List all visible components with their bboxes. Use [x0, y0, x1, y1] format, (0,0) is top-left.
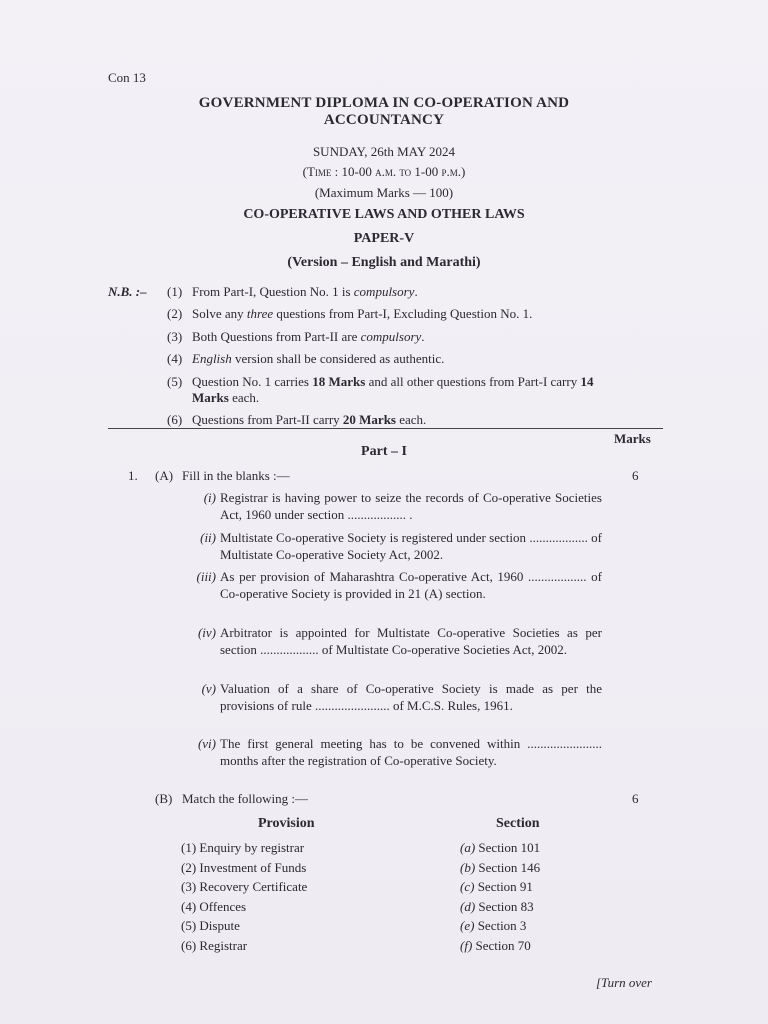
- match-left-item: (2) Investment of Funds: [181, 860, 307, 875]
- max-marks: (Maximum Marks — 100): [314, 185, 454, 200]
- column-heading-section: Section: [496, 816, 540, 831]
- match-right-item: (c) Section 91: [460, 879, 533, 894]
- match-left-item: (5) Dispute: [181, 918, 240, 933]
- match-left-item: (4) Offences: [181, 899, 247, 914]
- paper-code: Con 13: [108, 70, 146, 85]
- subquestion-title: Match the following :—: [182, 791, 309, 806]
- exam-time: (Time : 10-00 a.m. to 1-00 p.m.): [302, 164, 466, 179]
- version-note: (Version – English and Marathi): [287, 255, 481, 270]
- nb-item: (1) From Part-I, Question No. 1 is compulsory.: [167, 284, 418, 299]
- question-number: 1.: [128, 468, 138, 483]
- exam-title-line1: GOVERNMENT DIPLOMA IN CO-OPERATION AND: [198, 95, 570, 111]
- nb-item: (5) Question No. 1 carries 18 Marks and all other questions from Part-I carry 14 Marks each.: [167, 374, 594, 405]
- match-left-item: (3) Recovery Certificate: [181, 879, 308, 894]
- match-right-item: (a) Section 101: [460, 840, 541, 855]
- marks-column-heading: Marks: [614, 431, 651, 446]
- subquestion-label: (B): [155, 791, 173, 806]
- match-right-item: (b) Section 146: [460, 860, 541, 875]
- match-left-item: (1) Enquiry by registrar: [181, 840, 305, 855]
- subject-title: CO-OPERATIVE LAWS AND OTHER LAWS: [243, 207, 525, 222]
- blank-item: (ii) Multistate Co-operative Society is registered under section .................. of Multistate Co-operative Society Act, 2002.: [200, 530, 602, 562]
- exam-title-line2: ACCOUNTANCY: [323, 112, 445, 128]
- divider-rule: [108, 428, 663, 429]
- nb-item: (2) Solve any three questions from Part-I, Excluding Question No. 1.: [167, 306, 533, 321]
- subquestion-title: Fill in the blanks :—: [182, 468, 290, 483]
- turn-over-note: [Turn over: [596, 975, 652, 990]
- blank-item: (iii) As per provision of Maharashtra Co-operative Act, 1960 .................. of Co-operative Society is provided in 21 (A) section.: [196, 569, 602, 601]
- blank-item: (v) Valuation of a share of Co-operative Society is made as per the provisions of rule ....................... of M.C.S. Rules, 1961.: [201, 681, 602, 713]
- exam-date: SUNDAY, 26th MAY 2024: [312, 144, 456, 159]
- nb-label: N.B. :–: [108, 284, 147, 299]
- match-right-item: (d) Section 83: [460, 899, 534, 914]
- blank-item: (iv) Arbitrator is appointed for Multistate Co-operative Societies as per section .................. of Multistate Co-operative Societies Act, 2002.: [197, 625, 602, 657]
- match-right-item: (f) Section 70: [460, 938, 531, 953]
- marks-value: 6: [632, 468, 639, 483]
- blank-item: (i) Registrar is having power to seize the records of Co-operative Societies Act, 1960 under section .................. .: [203, 490, 602, 522]
- nb-item: (4) English version shall be considered as authentic.: [167, 351, 445, 366]
- nb-item: (3) Both Questions from Part-II are compulsory.: [167, 329, 425, 344]
- blank-item: (vi) The first general meeting has to be convened within ....................... months after the registration of Co-operative Society.: [197, 736, 602, 768]
- column-heading-provision: Provision: [258, 816, 315, 831]
- match-right-item: (e) Section 3: [460, 918, 527, 933]
- nb-item: (6) Questions from Part-II carry 20 Marks each.: [167, 412, 427, 427]
- subquestion-label: (A): [155, 468, 174, 483]
- exam-title: [0, 95, 768, 129]
- marks-value: 6: [632, 791, 639, 806]
- match-left-item: (6) Registrar: [181, 938, 248, 953]
- part-title: Part – I: [361, 444, 407, 459]
- paper-number: PAPER-V: [353, 231, 415, 246]
